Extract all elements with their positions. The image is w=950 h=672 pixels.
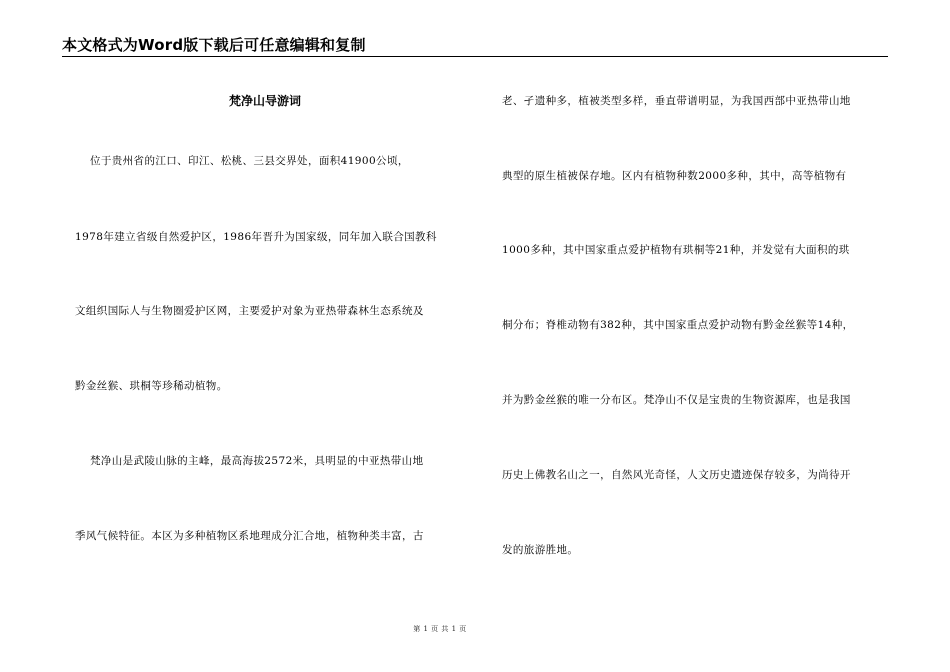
- body-text-line: 典型的原生植被保存地。区内有植物种数2000多种，其中，高等植物有: [502, 170, 847, 182]
- page-number-footer: 第 1 页 共 1 页: [413, 625, 467, 633]
- document-header-banner: 本文格式为Word版下载后可任意编辑和复制: [62, 36, 366, 54]
- header-divider: [62, 56, 888, 57]
- body-text-line: 历史上佛教名山之一，自然风光奇怪，人文历史遗迹保存较多，为尚待开: [502, 469, 851, 481]
- body-text-line: 发的旅游胜地。: [502, 544, 579, 556]
- body-text-line: 梵净山是武陵山脉的主峰，最高海拔2572米，具明显的中亚热带山地: [75, 455, 424, 467]
- body-text-line: 老、孑遗种多，植被类型多样，垂直带谱明显，为我国西部中亚热带山地: [502, 95, 851, 107]
- body-text-line: 桐分布；脊椎动物有382种，其中国家重点爱护动物有黔金丝猴等14种，: [502, 319, 854, 331]
- body-text-line: 1000多种，其中国家重点爱护植物有珙桐等21种，并发觉有大面积的珙: [502, 244, 850, 256]
- body-text-line: 黔金丝猴、珙桐等珍稀动植物。: [75, 380, 228, 392]
- body-text-line: 并为黔金丝猴的唯一分布区。梵净山不仅是宝贵的生物资源库，也是我国: [502, 394, 851, 406]
- document-title: 梵净山导游词: [228, 94, 301, 108]
- body-text-line: 1978年建立省级自然爱护区，1986年晋升为国家级，同年加入联合国教科: [75, 231, 437, 243]
- body-text-line: 位于贵州省的江口、印江、松桃、三县交界处，面积41900公顷，: [75, 155, 409, 167]
- body-text-line: 季风气候特征。本区为多种植物区系地理成分汇合地，植物种类丰富，古: [75, 530, 424, 542]
- body-text-line: 文组织国际人与生物圈爱护区网，主要爱护对象为亚热带森林生态系统及: [75, 305, 424, 317]
